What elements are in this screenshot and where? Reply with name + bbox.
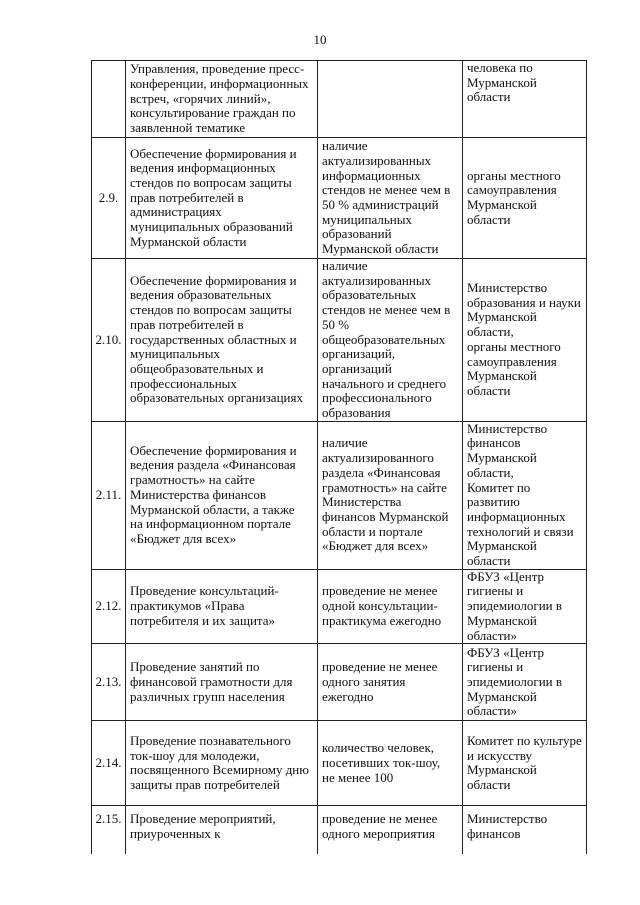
table-row (92, 61, 587, 138)
row-number-cell: 2.12. (92, 569, 126, 644)
row-number-cell (92, 61, 126, 138)
measures-table (91, 60, 587, 854)
indicator-cell: наличие актуализированного раздела «Финансовая грамотность» на сайте Министерства финансов Мурманской области и портале «Бюджет для всех» (318, 421, 463, 569)
row-number-cell: 2.15. (92, 806, 126, 854)
executor-cell: органы местного самоуправления Мурманской области (463, 138, 587, 259)
indicator-cell (318, 61, 463, 138)
table-row (92, 421, 587, 569)
indicator-cell: наличие актуализированных образовательных стендов не менее чем в 50 % общеобразовательных организаций, организаций начального и среднего профессионального образования (318, 259, 463, 422)
event-cell: Управления, проведение пресс- конференции, информационных встреч, «горячих линий», консультирование граждан по заявленной тематике (126, 61, 318, 138)
event-cell: Проведение мероприятий, приуроченных к (126, 806, 318, 854)
table-row (92, 569, 587, 644)
indicator-cell: проведение не менее одной консультации- практикума ежегодно (318, 569, 463, 644)
executor-cell: ФБУЗ «Центр гигиены и эпидемиологии в Мурманской области» (463, 644, 587, 721)
indicator-cell: наличие актуализированных информационных стендов не менее чем в 50 % администраций муниципальных образований Мурманской области (318, 138, 463, 259)
table-row (92, 721, 587, 806)
table-row (92, 644, 587, 721)
table-row (92, 806, 587, 854)
page-number: 10 (313, 32, 327, 47)
event-cell: Проведение познавательного ток-шоу для молодежи, посвященного Всемирному дню защиты прав потребителей (126, 721, 318, 806)
row-number-cell: 2.9. (92, 138, 126, 259)
event-cell: Обеспечение формирования и ведения раздела «Финансовая грамотность» на сайте Министерства финансов Мурманской области, а также на информационном портале «Бюджет для всех» (126, 421, 318, 569)
table-row (92, 138, 587, 259)
executor-cell: Министерство финансов Мурманской области, Комитет по развитию информационных технологий и связи Мурманской области (463, 421, 587, 569)
executor-cell: ФБУЗ «Центр гигиены и эпидемиологии в Мурманской области» (463, 569, 587, 644)
indicator-cell: проведение не менее одного мероприятия (318, 806, 463, 854)
executor-cell: человека по Мурманской области (463, 61, 587, 138)
event-cell: Обеспечение формирования и ведения образовательных стендов по вопросам защиты прав потребителей в государственных областных и муниципальных общеобразовательных и профессиональных образовательных организациях (126, 259, 318, 422)
row-number-cell: 2.14. (92, 721, 126, 806)
executor-cell: Комитет по культуре и искусству Мурманской области (463, 721, 587, 806)
executor-cell: Министерство образования и науки Мурманской области, органы местного самоуправления Мурманской области (463, 259, 587, 422)
row-number-cell: 2.10. (92, 259, 126, 422)
row-number-cell: 2.11. (92, 421, 126, 569)
event-cell: Проведение занятий по финансовой грамотности для различных групп населения (126, 644, 318, 721)
indicator-cell: количество человек, посетивших ток-шоу, не менее 100 (318, 721, 463, 806)
table-row (92, 259, 587, 422)
row-number-cell: 2.13. (92, 644, 126, 721)
event-cell: Проведение консультаций- практикумов «Права потребителя и их защита» (126, 569, 318, 644)
executor-cell: Министерство финансов (463, 806, 587, 854)
indicator-cell: проведение не менее одного занятия ежегодно (318, 644, 463, 721)
event-cell: Обеспечение формирования и ведения информационных стендов по вопросам защиты прав потребителей в администрациях муниципальных образований Мурманской области (126, 138, 318, 259)
